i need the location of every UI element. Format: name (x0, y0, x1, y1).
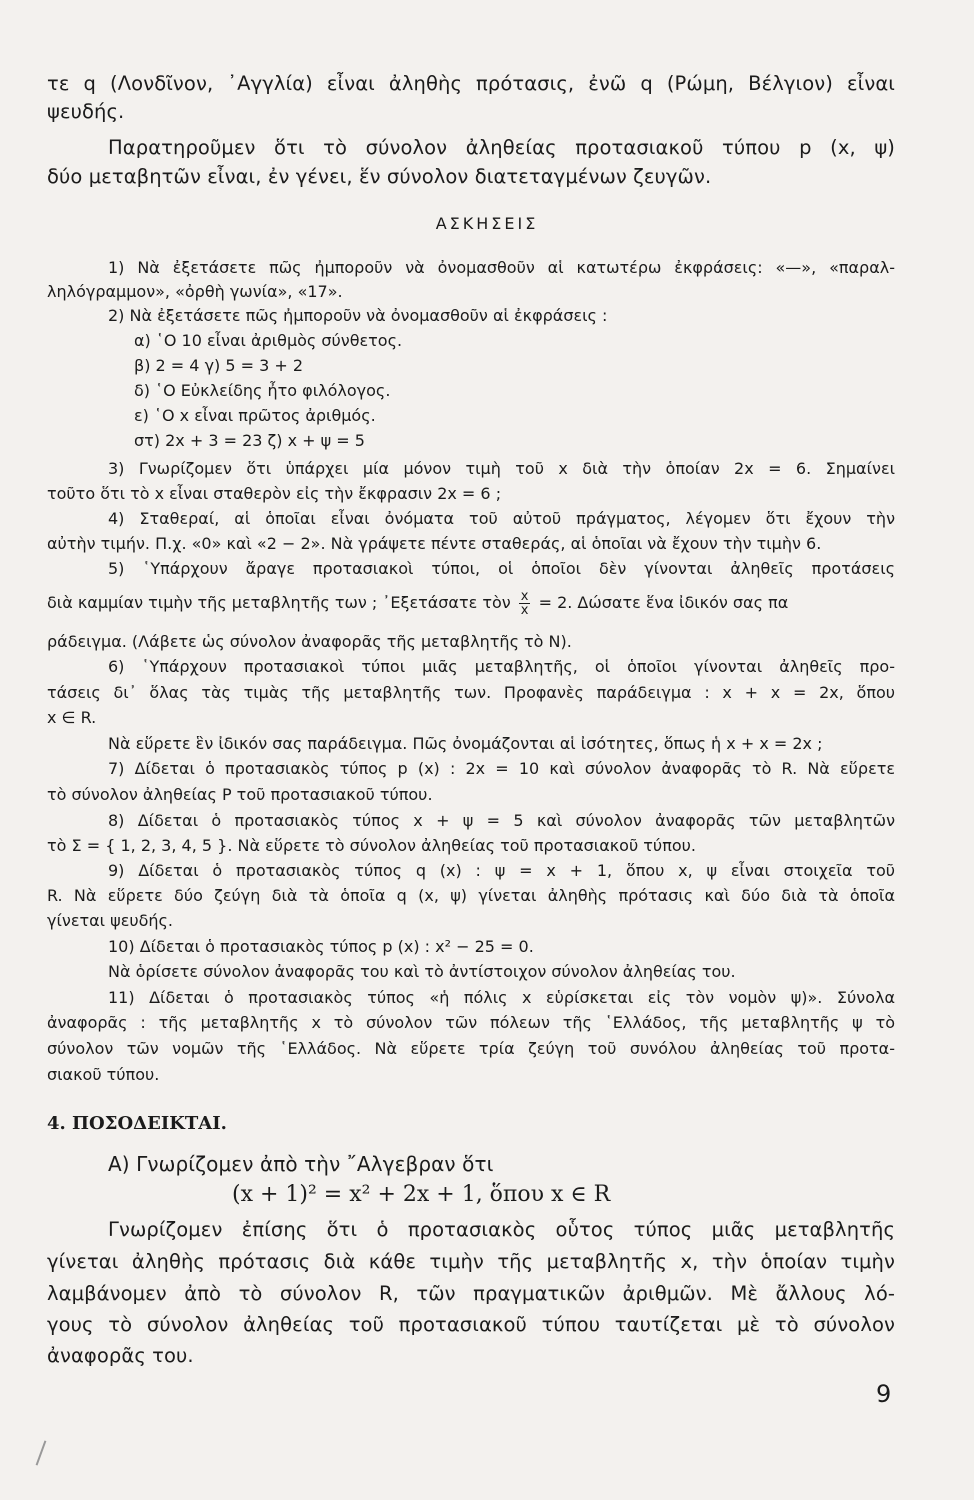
exercise-line: τὸ Σ = { 1, 2, 3, 4, 5 }. Νὰ εὕρετε τὸ σύνολον ἀληθείας τοῦ προτασιακοῦ τύπου. (47, 836, 696, 855)
exercise-line: ράδειγμα. (Λάβετε ὡς σύνολον ἀναφορᾶς τῆς μεταβλητῆς τὸ N). (47, 632, 572, 651)
exercise-line: 3) Γνωρίζομεν ὅτι ὑπάρχει μία μόνον τιμὴ τοῦ x διὰ τὴν ὁποίαν 2x = 6. Σημαίνει (108, 459, 895, 478)
exercise-line: Νὰ εὕρετε ἓν ἰδικόν σας παράδειγμα. Πῶς ὀνομάζονται αἱ ἰσότητες, ὅπως ἡ x + x = 2x ; (108, 734, 823, 753)
exercise-line: 1) Νὰ ἐξετάσετε πῶς ἠμποροῦν νὰ ὀνομασθοῦν αἱ κατωτέρω ἐκφράσεις: «—», «παραλ- (108, 258, 895, 277)
text-line: ἀναφορᾶς του. (47, 1344, 194, 1367)
fraction-numerator: x (520, 589, 529, 604)
text-line: Παρατηροῦμεν ὅτι τὸ σύνολον ἀληθείας προτασιακοῦ τύπου p (x, ψ) (108, 136, 895, 159)
exercise-text: διὰ καμμίαν τιμὴν τῆς μεταβλητῆς των ; ᾿Εξετάσατε τὸν (47, 593, 511, 612)
text-line: γίνεται ἀληθὴς πρότασις διὰ κάθε τιμὴν τῆς μεταβλητῆς x, τὴν ὁποίαν τιμὴν (47, 1250, 895, 1273)
exercise-line: τοῦτο ὅτι τὸ x εἶναι σταθερὸν εἰς τὴν ἔκφρασιν 2x = 6 ; (47, 484, 502, 503)
fraction (519, 590, 531, 617)
exercise-line: ε) ῾Ο x εἶναι πρῶτος ἀριθμός. (134, 406, 376, 425)
exercise-line: R. Νὰ εὕρετε δύο ζεύγη διὰ τὰ ὁποῖα q (x, ψ) γίνεται ἀληθὴς πρότασις καὶ δύο διὰ τὰ ὁποῖα (47, 886, 895, 905)
exercise-line: ληλόγραμμον», «ὀρθὴ γωνία», «17». (47, 282, 343, 301)
text-line: Α) Γνωρίζομεν ἀπὸ τὴν ῎Αλγεβραν ὅτι (108, 1152, 494, 1176)
exercise-line: στ) 2x + 3 = 23 ζ) x + ψ = 5 (134, 431, 365, 450)
exercises-heading: ΑΣΚΗΣΕΙΣ (435, 214, 539, 233)
exercise-line: Νὰ ὁρίσετε σύνολον ἀναφορᾶς του καὶ τὸ ἀντίστοιχον σύνολον ἀληθείας του. (108, 962, 736, 981)
exercise-line: x ∈ R. (47, 708, 97, 727)
exercise-line: τάσεις δι᾿ ὅλας τὰς τιμὰς τῆς μεταβλητῆς των. Προφανὲς παράδειγμα : x + x = 2x, ὅπου (47, 683, 895, 702)
text-line: ψευδής. (47, 100, 125, 123)
exercise-line: β) 2 = 4 γ) 5 = 3 + 2 (134, 356, 304, 375)
fraction-denominator: x (520, 603, 529, 618)
text-line: γους τὸ σύνολον ἀληθείας τοῦ προτασιακοῦ τύπου ταυτίζεται μὲ τὸ σύνολον (47, 1313, 895, 1336)
exercise-line: γίνεται ψευδής. (47, 911, 174, 930)
exercise-line: 5) ῾Υπάρχουν ἄραγε προτασιακοὶ τύποι, οἱ ὁποῖοι δὲν γίνονται ἀληθεῖς προτάσεις (108, 559, 895, 578)
text-line: Γνωρίζομεν ἐπίσης ὅτι ὁ προτασιακὸς οὗτος τύπος μιᾶς μεταβλητῆς (108, 1218, 895, 1241)
text-line: τε q (Λονδῖνον, ᾿Αγγλία) εἶναι ἀληθὴς πρότασις, ἐνῶ q (Ρώμη, Βέλγιον) εἶναι (47, 72, 895, 95)
exercise-line: 9) Δίδεται ὁ προτασιακὸς τύπος q (x) : ψ = x + 1, ὅπου x, ψ εἶναι στοιχεῖα τοῦ (108, 861, 895, 880)
exercise-line: 6) ῾Υπάρχουν προτασιακοὶ τύποι μιᾶς μεταβλητῆς, οἱ ὁποῖοι γίνονται ἀληθεῖς προ- (108, 657, 895, 676)
scan-mark (36, 1440, 47, 1465)
exercise-line: 2) Νὰ ἐξετάσετε πῶς ἠμποροῦν νὰ ὀνομασθοῦν αἱ ἐκφράσεις : (108, 306, 608, 325)
exercise-line: τὸ σύνολον ἀληθείας P τοῦ προτασιακοῦ τύπου. (47, 785, 433, 804)
text-line: λαμβάνομεν ἀπὸ τὸ σύνολον R, τῶν πραγματικῶν ἀριθμῶν. Μὲ ἄλλους λό- (47, 1282, 895, 1305)
exercise-line: 10) Δίδεται ὁ προτασιακὸς τύπος p (x) : x² − 25 = 0. (108, 937, 534, 956)
exercise-line: ἀναφορᾶς : τῆς μεταβλητῆς x τὸ σύνολον τῶν πόλεων τῆς ῾Ελλάδος, τῆς μεταβλητῆς ψ τὸ (47, 1013, 895, 1032)
exercise-line: αὐτὴν τιμήν. Π.χ. «0» καὶ «2 − 2». Νὰ γράψετε πέντε σταθεράς, αἱ ὁποῖαι νὰ ἔχουν τὴν τιμὴν 6. (47, 534, 822, 553)
equation: (x + 1)² = x² + 2x + 1, ὅπου x ∈ R (232, 1182, 611, 1207)
section-title: 4. ΠΟΣΟΔΕΙΚΤΑΙ. (47, 1113, 227, 1134)
exercise-text: = 2. Δώσατε ἕνα ἰδικόν σας πα (538, 593, 789, 612)
exercise-line: α) ῾Ο 10 εἶναι ἀριθμὸς σύνθετος. (134, 331, 403, 350)
text-line: δύο μεταβητῶν εἶναι, ἐν γένει, ἕν σύνολον διατεταγμένων ζευγῶν. (47, 165, 712, 188)
exercise-line (47, 590, 895, 617)
exercise-line: δ) ῾Ο Εὐκλείδης ἦτο φιλόλογος. (134, 381, 391, 400)
exercise-line: σύνολον τῶν νομῶν τῆς ῾Ελλάδος. Νὰ εὕρετε τρία ζεύγη τοῦ συνόλου ἀληθείας τοῦ προτα- (47, 1039, 895, 1058)
exercise-line: 7) Δίδεται ὁ προτασιακὸς τύπος p (x) : 2x = 10 καὶ σύνολον ἀναφορᾶς τὸ R. Νὰ εὕρετε (108, 759, 895, 778)
page-number: 9 (876, 1380, 892, 1408)
exercise-line: σιακοῦ τύπου. (47, 1065, 160, 1084)
exercise-line: 8) Δίδεται ὁ προτασιακὸς τύπος x + ψ = 5 καὶ σύνολον ἀναφορᾶς τῶν μεταβλητῶν (108, 811, 895, 830)
exercise-line: 11) Δίδεται ὁ προτασιακὸς τύπος «ἡ πόλις x εὑρίσκεται εἰς τὸν νομὸν ψ)». Σύνολα (108, 988, 895, 1007)
exercise-line: 4) Σταθεραί, αἱ ὁποῖαι εἶναι ὀνόματα τοῦ αὐτοῦ πράγματος, λέγομεν ὅτι ἔχουν τὴν (108, 509, 895, 528)
